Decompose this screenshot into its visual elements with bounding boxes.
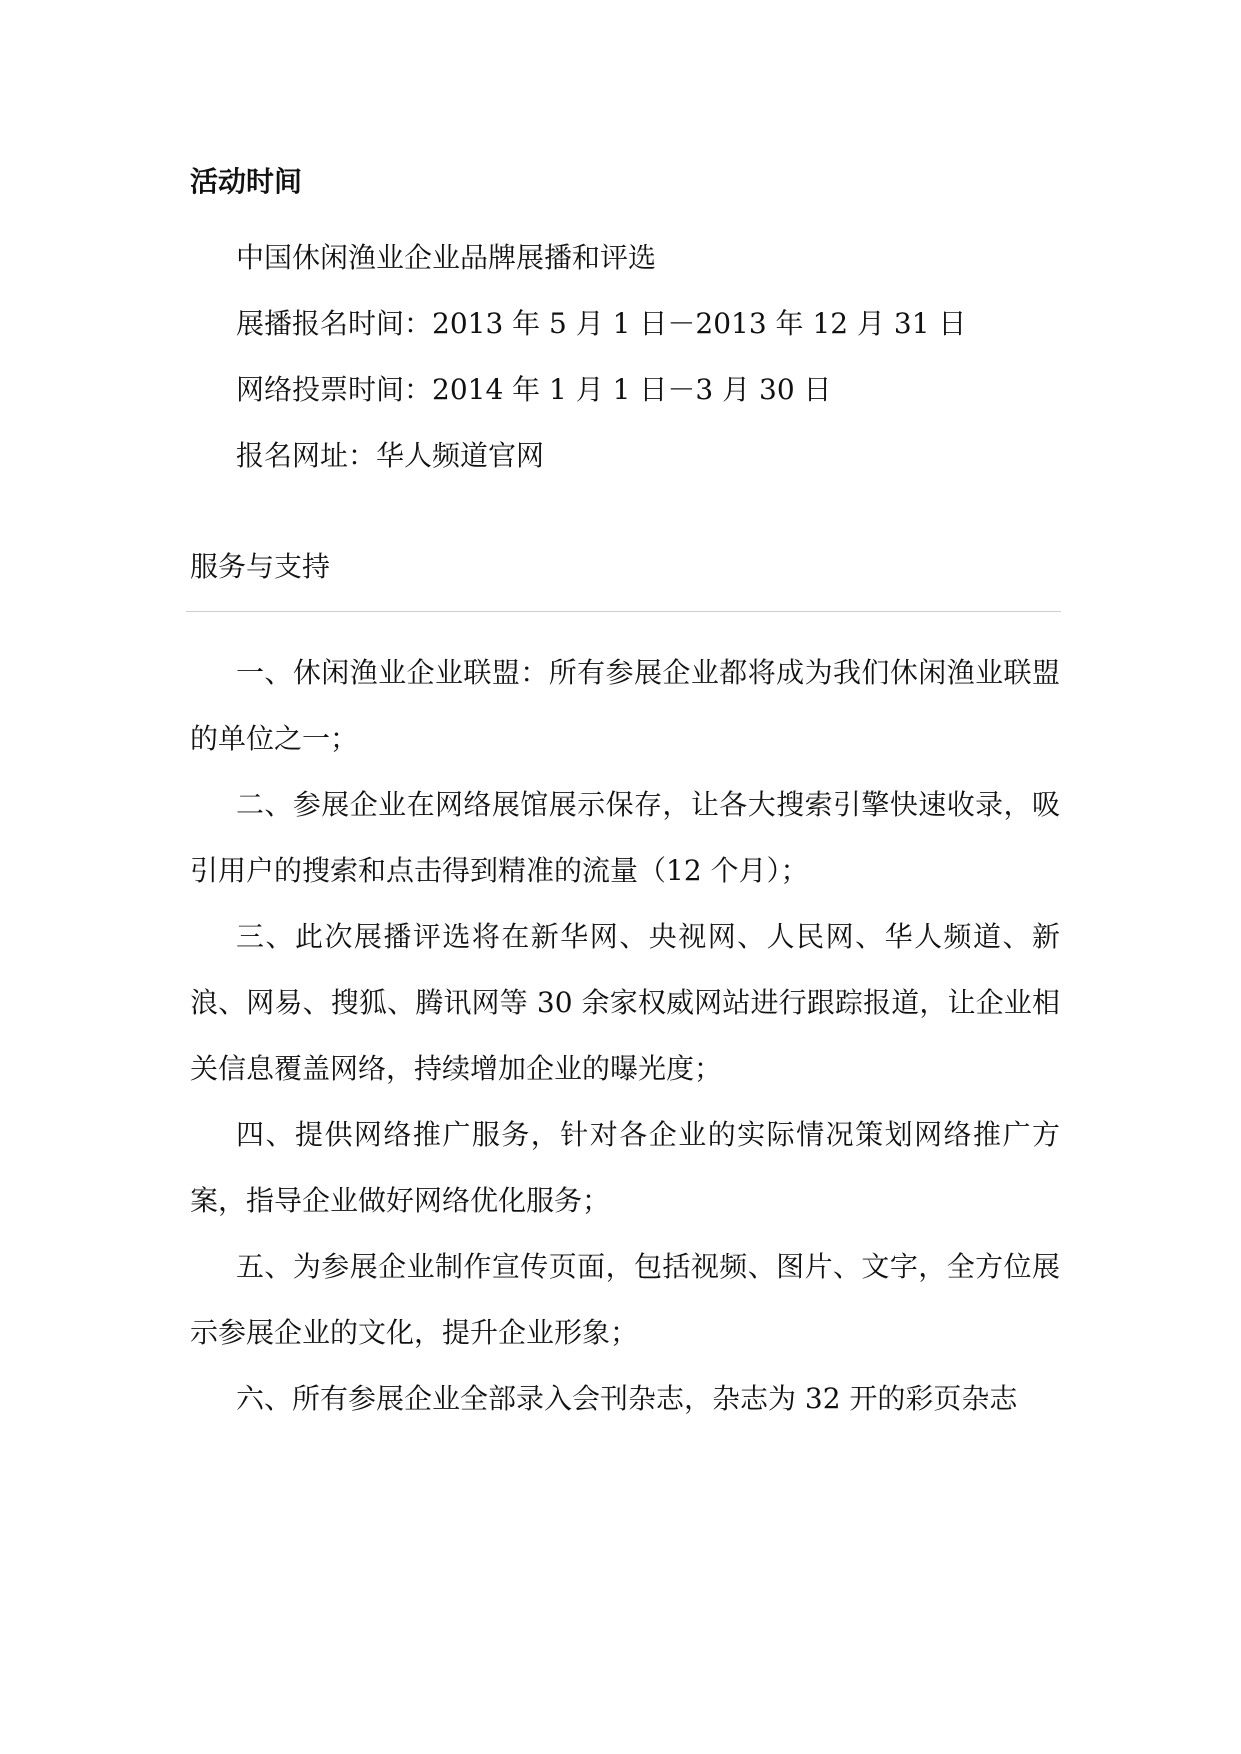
activity-title: 中国休闲渔业企业品牌展播和评选 — [236, 241, 657, 274]
registration-site: 报名网址：华人频道官网 — [236, 439, 545, 472]
section-heading-services: 服务与支持 — [190, 550, 331, 583]
service-item-2: 二、参展企业在网络展馆展示保存，让各大搜索引擎快速收录，吸引用户的搜索和点击得到精准的流量（12 个月）； — [190, 788, 1060, 887]
voting-period: 网络投票时间：2014 年 1 月 1 日－3 月 30 日 — [236, 373, 832, 406]
section-divider — [186, 611, 1061, 612]
service-item-3: 三、此次展播评选将在新华网、央视网、人民网、华人频道、新浪、网易、搜狐、腾讯网等 30 余家权威网站进行跟踪报道，让企业相关信息覆盖网络，持续增加企业的曝光度； — [190, 920, 1060, 1085]
section-heading-activity-time: 活动时间 — [190, 165, 303, 198]
service-item-5: 五、为参展企业制作宣传页面，包括视频、图片、文字，全方位展示参展企业的文化，提升企业形象； — [190, 1250, 1060, 1349]
service-item-6: 六、所有参展企业全部录入会刊杂志，杂志为 32 开的彩页杂志 — [236, 1382, 1018, 1415]
registration-period: 展播报名时间：2013 年 5 月 1 日－2013 年 12 月 31 日 — [236, 307, 967, 340]
service-item-4: 四、提供网络推广服务，针对各企业的实际情况策划网络推广方案，指导企业做好网络优化服务； — [190, 1118, 1060, 1217]
services-list — [190, 640, 1060, 1432]
activity-details — [236, 236, 966, 500]
service-item-1: 一、休闲渔业企业联盟：所有参展企业都将成为我们休闲渔业联盟的单位之一； — [190, 656, 1060, 755]
